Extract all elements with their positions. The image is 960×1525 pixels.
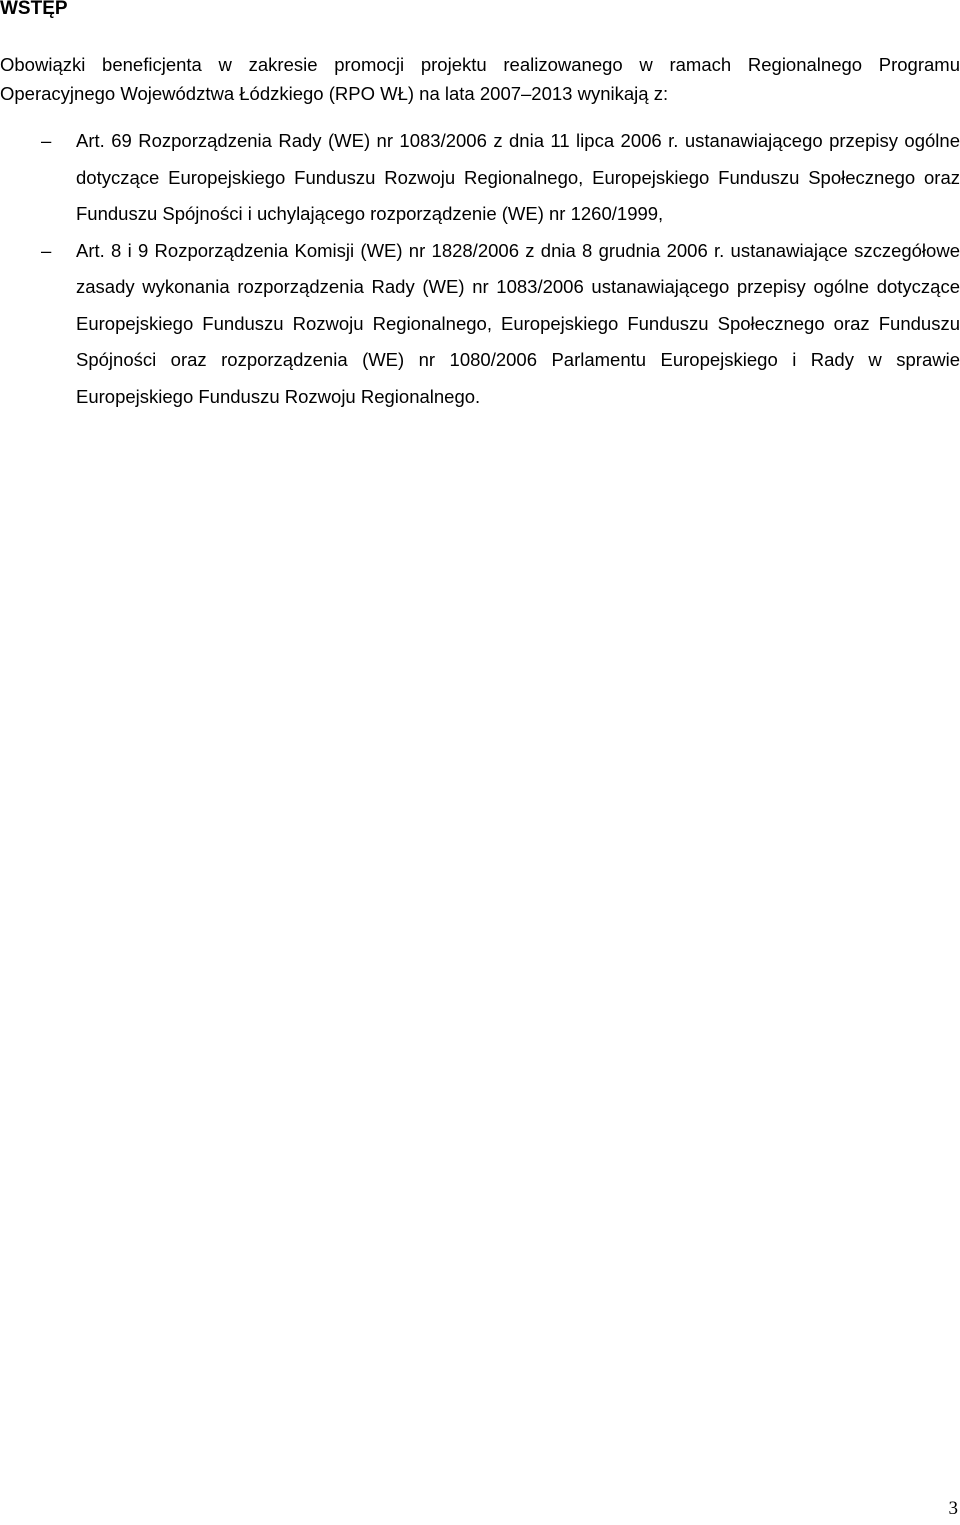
dash-bullet-icon: – [41, 239, 52, 261]
intro-paragraph: Obowiązki beneficjenta w zakresie promocji projektu realizowanego w ramach Regionalnego Programu Operacyjnego Województwa Łódzkiego (RPO WŁ) na lata 2007–2013 wynikają z: [0, 54, 960, 104]
list-item-text: Art. 69 Rozporządzenia Rady (WE) nr 1083/2006 z dnia 11 lipca 2006 r. ustanawiającego przepisy ogólne dotyczące Europejskiego Funduszu Rozwoju Regionalnego, Europejskiego Funduszu Społecznego oraz Funduszu Spójności i uchylającego rozporządzenie (WE) nr 1260/1999, [76, 130, 960, 224]
page-number: 3 [948, 1498, 958, 1519]
regulations-list [0, 123, 960, 415]
list-item-text: Art. 8 i 9 Rozporządzenia Komisji (WE) nr 1828/2006 z dnia 8 grudnia 2006 r. ustanawiające szczegółowe zasady wykonania rozporządzenia Rady (WE) nr 1083/2006 ustanawiającego przepisy ogólne dotyczące Europejskiego Funduszu Rozwoju Regionalnego, Europejskiego Funduszu Społecznego oraz Funduszu Spójności oraz rozporządzenia (WE) nr 1080/2006 Parlamentu Europejskiego i Rady w sprawie Europejskiego Funduszu Rozwoju Regionalnego. [76, 239, 960, 407]
list-item [0, 233, 960, 416]
section-heading: WSTĘP [0, 0, 68, 19]
dash-bullet-icon: – [41, 130, 52, 151]
list-item [0, 123, 960, 233]
